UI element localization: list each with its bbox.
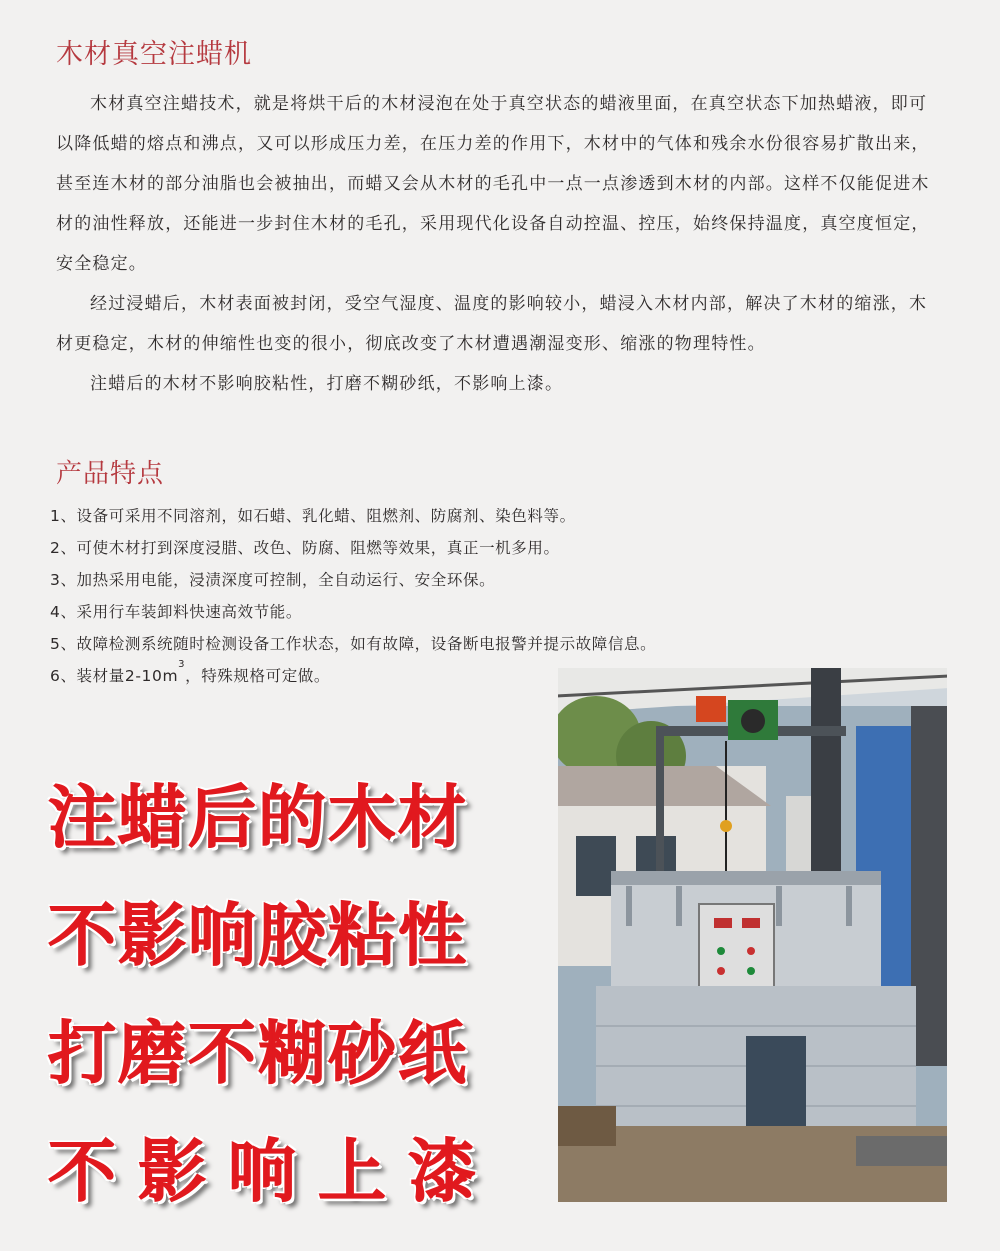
- feature-item: 2、可使木材打到深度浸腊、改色、防腐、阻燃等效果，真正一机多用。: [50, 539, 560, 557]
- feature-item: 5、故障检测系统随时检测设备工作状态，如有故障，设备断电报警并提示故障信息。: [50, 635, 657, 653]
- feature-item: 4、采用行车装卸料快速高效节能。: [50, 603, 302, 621]
- features-heading: 产品特点: [56, 459, 165, 489]
- cubic-superscript: 3: [178, 659, 186, 670]
- intro-paragraph-2: 经过浸蜡后，木材表面被封闭，受空气湿度、温度的影响较小，蜡浸入木材内部，解决了木材的缩涨，木材更稳定，木材的伸缩性也变的很小，彻底改变了木材遭遇潮湿变形、缩涨的物理特性。: [56, 294, 928, 354]
- slogan-line: 注蜡后的木材: [48, 779, 469, 858]
- feature-item: 3、加热采用电能，浸渍深度可控制，全自动运行、安全环保。: [50, 571, 496, 589]
- intro-text: [56, 84, 936, 404]
- machine-photo-illustration: [556, 666, 949, 1204]
- slogan-line: 不影响胶粘性: [48, 897, 469, 976]
- intro-paragraph-3: 注蜡后的木材不影响胶粘性，打磨不糊砂纸，不影响上漆。: [90, 374, 564, 394]
- feature-item: 1、设备可采用不同溶剂，如石蜡、乳化蜡、阻燃剂、防腐剂、染色料等。: [50, 507, 576, 525]
- machine-photo: [556, 666, 949, 1204]
- feature-6-text-end: ，特殊规格可定做。: [185, 667, 331, 685]
- feature-6-text: 6、装材量2-10m: [50, 667, 179, 685]
- intro-paragraph-1: 木材真空注蜡技术，就是将烘干后的木材浸泡在处于真空状态的蜡液里面，在真空状态下加热蜡液，即可以降低蜡的熔点和沸点，又可以形成压力差，在压力差的作用下，木材中的气体和残余水份很容易扩散出来，甚至连木材的部分油脂也会被抽出，而蜡又会从木材的毛孔中一点一点渗透到木材的内部。这样不仅能促进木材的油性释放，还能进一步封住木材的毛孔，采用现代化设备自动控温、控压，始终保持温度，真空度恒定，安全稳定。: [56, 94, 930, 274]
- page-title: 木材真空注蜡机: [56, 39, 252, 70]
- slogan-block: [48, 760, 518, 1232]
- slogan-line: 打磨不糊砂纸: [48, 1015, 469, 1094]
- features-list: [50, 500, 950, 692]
- slogan-line: 不影响上漆: [48, 1133, 499, 1212]
